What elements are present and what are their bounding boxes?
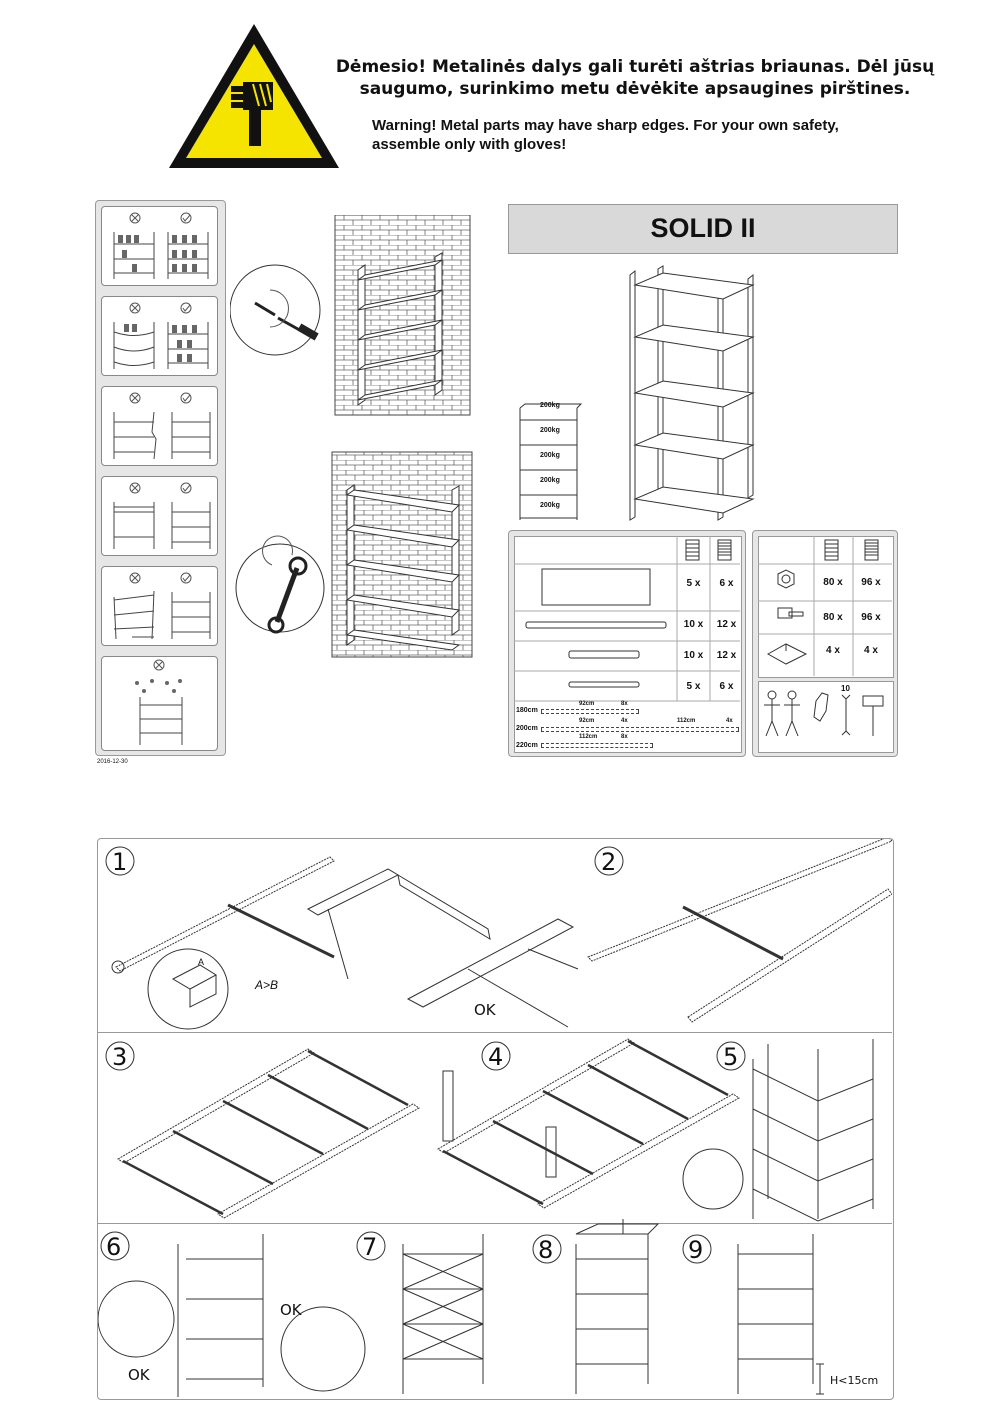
step1-ok-label: OK — [474, 1001, 496, 1019]
load-label-5: 200kg — [540, 502, 560, 509]
step-4-number: 4 — [488, 1043, 504, 1071]
upright-200-qty-b: 4x — [726, 718, 733, 724]
step-7-number: 7 — [362, 1233, 378, 1261]
corner-foot-icon — [768, 644, 806, 664]
hw-row3-b: 4 x — [864, 645, 878, 656]
person-icon — [764, 691, 780, 736]
wall-anchor-illustration — [230, 215, 480, 420]
step-2-number: 2 — [601, 848, 617, 876]
shelf-position-card — [101, 476, 218, 556]
step6-ok-label-a: OK — [128, 1366, 150, 1384]
upright-200-len-a: 92cm — [579, 718, 595, 724]
usage-dos-donts-panel — [95, 200, 226, 756]
bent-frame-card — [101, 386, 218, 466]
load-label-4: 200kg — [540, 477, 560, 484]
bolt-icon — [778, 608, 803, 618]
overload-illustration — [102, 297, 217, 375]
upright-height-220: 220cm — [516, 742, 538, 749]
load-label-1: 200kg — [540, 402, 560, 409]
wall-bracket-illustration — [232, 450, 482, 660]
hw-row3-a: 4 x — [826, 645, 840, 656]
bent-frame-illustration — [102, 387, 217, 465]
upright-height-180: 180cm — [516, 707, 538, 714]
warning-text-en: Warning! Metal parts may have sharp edges. For your own safety, assemble only with gloves! — [372, 117, 839, 153]
hardware-panel — [752, 530, 898, 757]
load-distribution-illustration — [102, 207, 217, 285]
moisture-card — [101, 656, 218, 751]
step-8-number: 8 — [538, 1236, 554, 1264]
assembly-steps-panel — [97, 838, 894, 1400]
a-label: A — [198, 957, 205, 967]
step-6-number: 6 — [106, 1233, 122, 1261]
step-9-number: 9 — [688, 1236, 704, 1264]
shelf-position-illustration — [102, 477, 217, 555]
parts-row1-b: 6 x — [719, 578, 734, 589]
parts-list-panel — [508, 530, 746, 757]
warning-text-lt: Dėmesio! Metalinės dalys gali turėti aštrias briaunas. Dėl jūsų saugumo, surinkimo metu dėvėkite apsaugines pirštines. — [335, 57, 935, 99]
5-shelf-icon — [686, 540, 699, 560]
step-3-number: 3 — [112, 1043, 128, 1071]
upright-220-qty: 8x — [621, 734, 628, 740]
upright-220-bar — [541, 743, 653, 748]
upright-180-len: 92cm — [579, 701, 595, 707]
parts-row2-b: 12 x — [716, 619, 737, 630]
overload-card — [101, 296, 218, 376]
warning-header — [160, 20, 990, 180]
upright-220-len: 112cm — [579, 734, 598, 740]
date-code: 2016-12-30 — [97, 759, 128, 765]
loading-card — [101, 206, 218, 286]
5-shelf-icon — [825, 540, 838, 560]
load-label-3: 200kg — [540, 452, 560, 459]
parts-row3-b: 12 x — [716, 650, 737, 661]
6-shelf-icon — [718, 540, 731, 560]
parts-row1-a: 5 x — [686, 578, 701, 589]
wrench-icon — [842, 695, 850, 735]
parts-row4-a: 5 x — [686, 681, 701, 692]
upright-200-bar — [541, 727, 739, 732]
upright-180-qty: 8x — [621, 701, 628, 707]
hammer-icon — [863, 696, 883, 736]
load-label-2: 200kg — [540, 427, 560, 434]
upright-200-len-b: 112cm — [677, 718, 696, 724]
assembled-shelf-illustration — [620, 265, 760, 523]
upright-180-bar — [541, 709, 639, 714]
ab-label: A>B — [255, 978, 279, 992]
step-1-number: 1 — [112, 848, 128, 876]
step6-ok-label-b: OK — [280, 1301, 302, 1319]
6-shelf-icon — [865, 540, 878, 560]
hw-row1-a: 80 x — [823, 577, 843, 588]
glove-icon — [814, 693, 828, 721]
wrench-size-label: 10 — [841, 684, 850, 693]
upright-200-qty-a: 4x — [621, 718, 628, 724]
tools-illustration — [758, 681, 892, 751]
assembly-drawings — [98, 839, 892, 1399]
product-title: SOLID II — [508, 204, 898, 254]
parts-row4-b: 6 x — [719, 681, 734, 692]
parts-row3-a: 10 x — [683, 650, 704, 661]
moisture-illustration — [102, 657, 217, 750]
step-5-number: 5 — [723, 1043, 739, 1071]
upright-height-200: 200cm — [516, 725, 538, 732]
hw-row2-a: 80 x — [823, 612, 843, 623]
hw-row2-b: 96 x — [861, 612, 881, 623]
uneven-floor-illustration — [102, 567, 217, 645]
person-icon — [784, 691, 800, 736]
hw-row1-b: 96 x — [861, 577, 881, 588]
nut-icon — [778, 570, 794, 588]
height-note: H<15cm — [830, 1374, 879, 1387]
uneven-floor-card — [101, 566, 218, 646]
parts-row2-a: 10 x — [683, 619, 704, 630]
